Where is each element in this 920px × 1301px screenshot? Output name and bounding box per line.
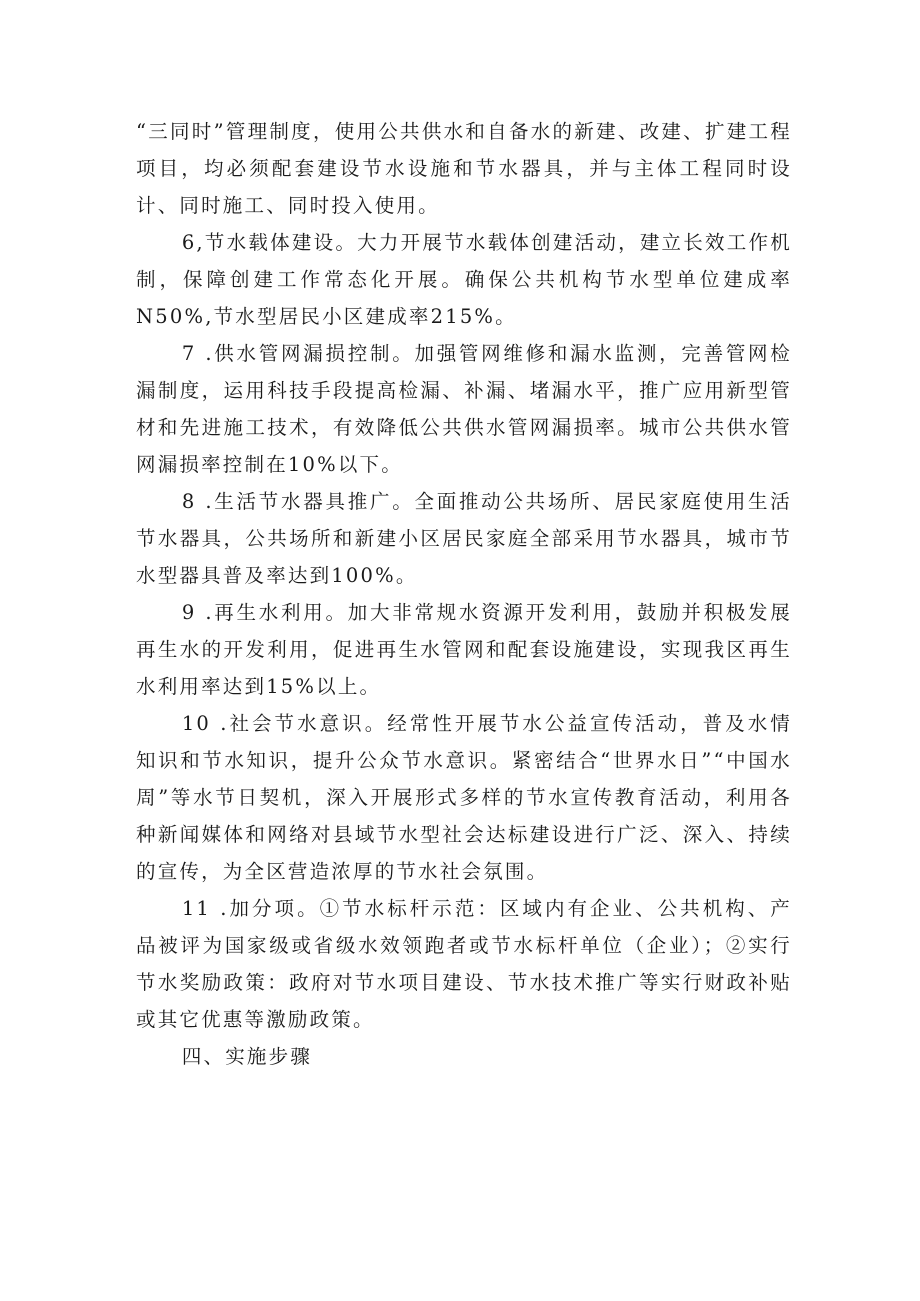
document-body [136,113,792,1075]
paragraph-item-11-bonus-items: 11 .加分项。①节水标杆示范：区域内有企业、公共机构、产品被评为国家级或省级水效领跑者或节水标杆单位（企业）；②实行节水奖励政策：政府对节水项目建设、节水技术推广等实行财政补贴或其它优惠等激励政策。 [136,897,792,1031]
paragraph-item-8-water-saving-appliances: 8 .生活节水器具推广。全面推动公共场所、居民家庭使用生活节水器具，公共场所和新建小区居民家庭全部采用节水器具，城市节水型器具普及率达到100%。 [136,490,792,587]
paragraph-three-simultaneous-continuation: “三同时”管理制度，使用公共供水和自备水的新建、改建、扩建工程项目，均必须配套建设节水设施和节水器具，并与主体工程同时设计、同时施工、同时投入使用。 [136,120,792,217]
section-heading-implementation-steps: 四、实施步骤 [181,1045,313,1068]
paragraph-item-7-pipe-network-leakage: 7 .供水管网漏损控制。加强管网维修和漏水监测，完善管网检漏制度，运用科技手段提高检漏、补漏、堵漏水平，推广应用新型管材和先进施工技术，有效降低公共供水管网漏损率。城市公共供水管网漏损率控制在10%以下。 [136,342,792,476]
paragraph-item-6-water-saving-carriers: 6,节水载体建设。大力开展节水载体创建活动，建立长效工作机制，保障创建工作常态化开展。确保公共机构节水型单位建成率N50%,节水型居民小区建成率215%。 [136,231,792,328]
paragraph-item-9-reclaimed-water: 9 .再生水利用。加大非常规水资源开发利用，鼓励并积极发展再生水的开发利用，促进再生水管网和配套设施建设，实现我区再生水利用率达到15%以上。 [136,601,792,698]
paragraph-item-10-public-awareness: 10 .社会节水意识。经常性开展节水公益宣传活动，普及水情知识和节水知识，提升公众节水意识。紧密结合“世界水日”“中国水周”等水节日契机，深入开展形式多样的节水宣传教育活动，利用各种新闻媒体和网络对县域节水型社会达标建设进行广泛、深入、持续的宣传，为全区营造浓厚的节水社会氛围。 [136,712,792,883]
